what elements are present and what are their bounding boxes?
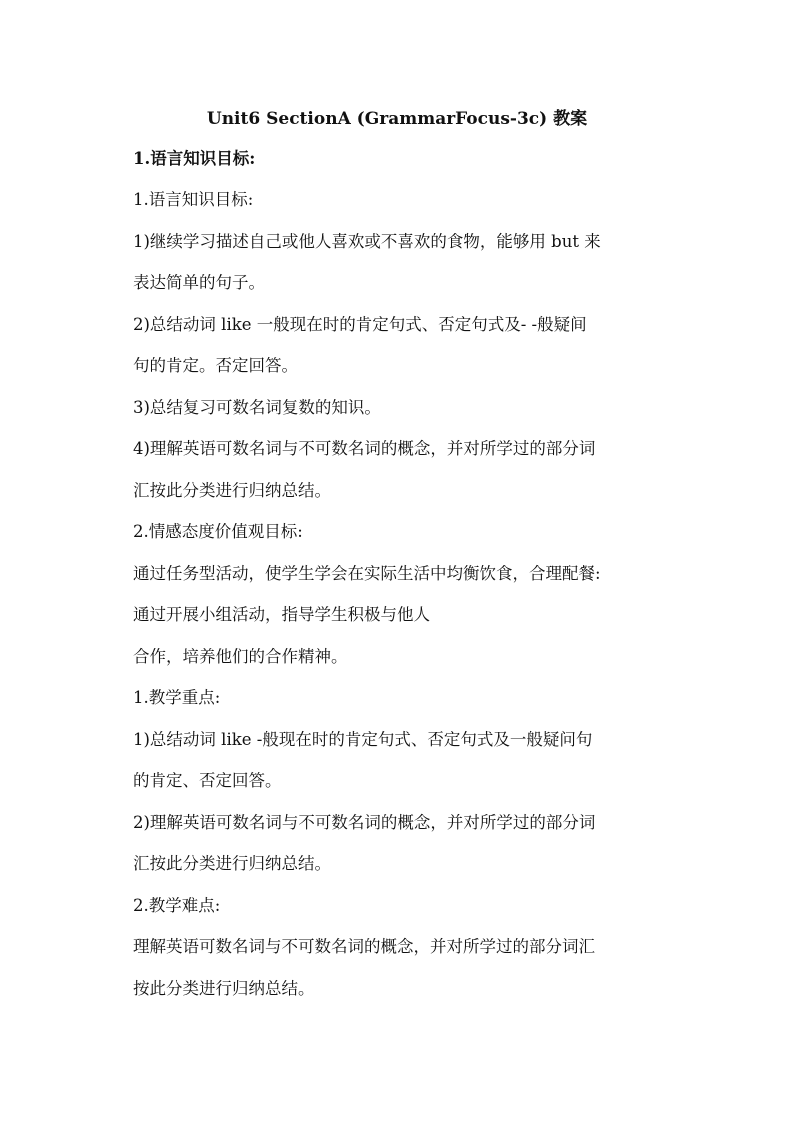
paragraph-line: 汇按此分类进行归纳总结。 [133, 854, 331, 873]
paragraph-line: 4)理解英语可数名词与不可数名词的概念，并对所学过的部分词 [133, 439, 596, 458]
paragraph-line: 句的肯定。否定回答。 [133, 356, 298, 375]
paragraph-line: 1)总结动词 like -般现在时的肯定句式、否定句式及一般疑问句 [133, 730, 593, 749]
document-title: Unit6 SectionA (GrammarFocus-3c) 教案 [206, 109, 588, 129]
paragraph-line: 3)总结复习可数名词复数的知识。 [133, 398, 381, 417]
subheading-language-goals: 1.语言知识目标: [133, 190, 254, 209]
paragraph-line: 的肯定、否定回答。 [133, 771, 282, 790]
paragraph-line: 1)继续学习描述自己或他人喜欢或不喜欢的食物，能够用 but 来 [133, 232, 601, 251]
paragraph-line: 表达简单的句子。 [133, 273, 265, 292]
paragraph-line: 合作，培养他们的合作精神。 [133, 647, 348, 666]
section-heading-language-goals: 1.语言知识目标: [133, 149, 256, 168]
paragraph-line: 2)总结动词 like 一般现在时的肯定句式、否定句式及- -般疑间 [133, 315, 587, 334]
subheading-key-points: 1.教学重点: [133, 688, 221, 707]
paragraph-line: 理解英语可数名词与不可数名词的概念，并对所学过的部分词汇 [133, 937, 595, 956]
paragraph-line: 通过任务型活动，使学生学会在实际生活中均衡饮食，合理配餐: [133, 564, 601, 583]
subheading-emotion-goals: 2.情感态度价值观目标: [133, 522, 303, 541]
paragraph-line: 汇按此分类进行归纳总结。 [133, 481, 331, 500]
paragraph-line: 通过开展小组活动，指导学生积极与他人 [133, 605, 430, 624]
paragraph-line: 按此分类进行归纳总结。 [133, 979, 315, 998]
subheading-difficult-points: 2.教学难点: [133, 896, 221, 915]
paragraph-line: 2)理解英语可数名词与不可数名词的概念，并对所学过的部分词 [133, 813, 596, 832]
